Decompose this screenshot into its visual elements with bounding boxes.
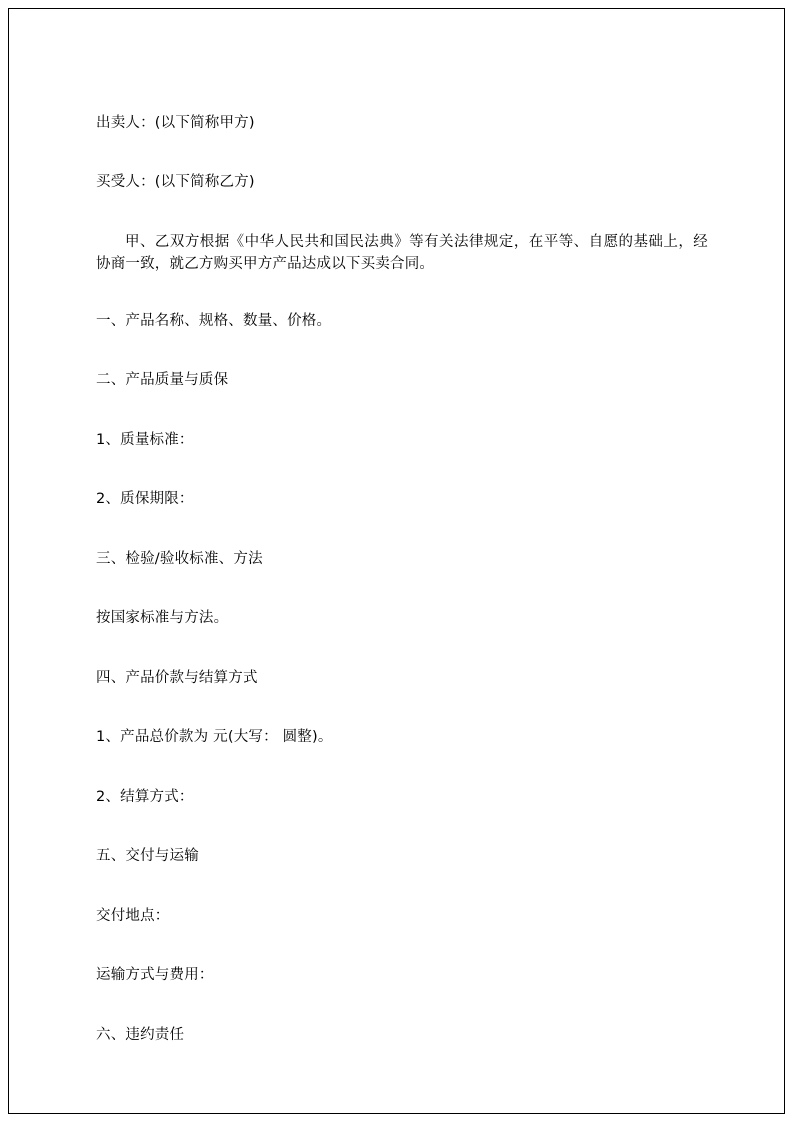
paragraph-clause-4: 四、产品价款与结算方式 <box>96 669 258 686</box>
paragraph-clause-2-2: 2、质保期限： <box>96 491 194 508</box>
paragraph-clause-2-1: 1、质量标准： <box>96 431 194 448</box>
document-body <box>96 112 708 1083</box>
paragraph-clause-4-1: 1、产品总价款为 元(大写： 圆整)。 <box>96 729 333 746</box>
paragraph-clause-4-2: 2、结算方式： <box>96 788 194 805</box>
paragraph-clause-6: 六、违约责任 <box>96 1026 185 1043</box>
paragraph-clause-2: 二、产品质量与质保 <box>96 372 229 389</box>
paragraph-clause-3-body: 按国家标准与方法。 <box>96 610 229 627</box>
paragraph-clause-1: 一、产品名称、规格、数量、价格。 <box>96 312 332 329</box>
paragraph-clause-3: 三、检验/验收标准、方法 <box>96 550 263 567</box>
paragraph-clause-5-1: 交付地点： <box>96 907 170 924</box>
paragraph-clause-5: 五、交付与运输 <box>96 848 199 865</box>
paragraph-clause-5-2: 运输方式与费用： <box>96 967 214 984</box>
paragraph-seller: 出卖人：(以下简称甲方) <box>96 115 255 131</box>
paragraph-preamble: 甲、乙双方根据《中华人民共和国民法典》等有关法律规定，在平等、自愿的基础上，经协商一致，就乙方购买甲方产品达成以下买卖合同。 <box>96 233 708 273</box>
paragraph-buyer: 买受人：(以下简称乙方) <box>96 174 255 191</box>
